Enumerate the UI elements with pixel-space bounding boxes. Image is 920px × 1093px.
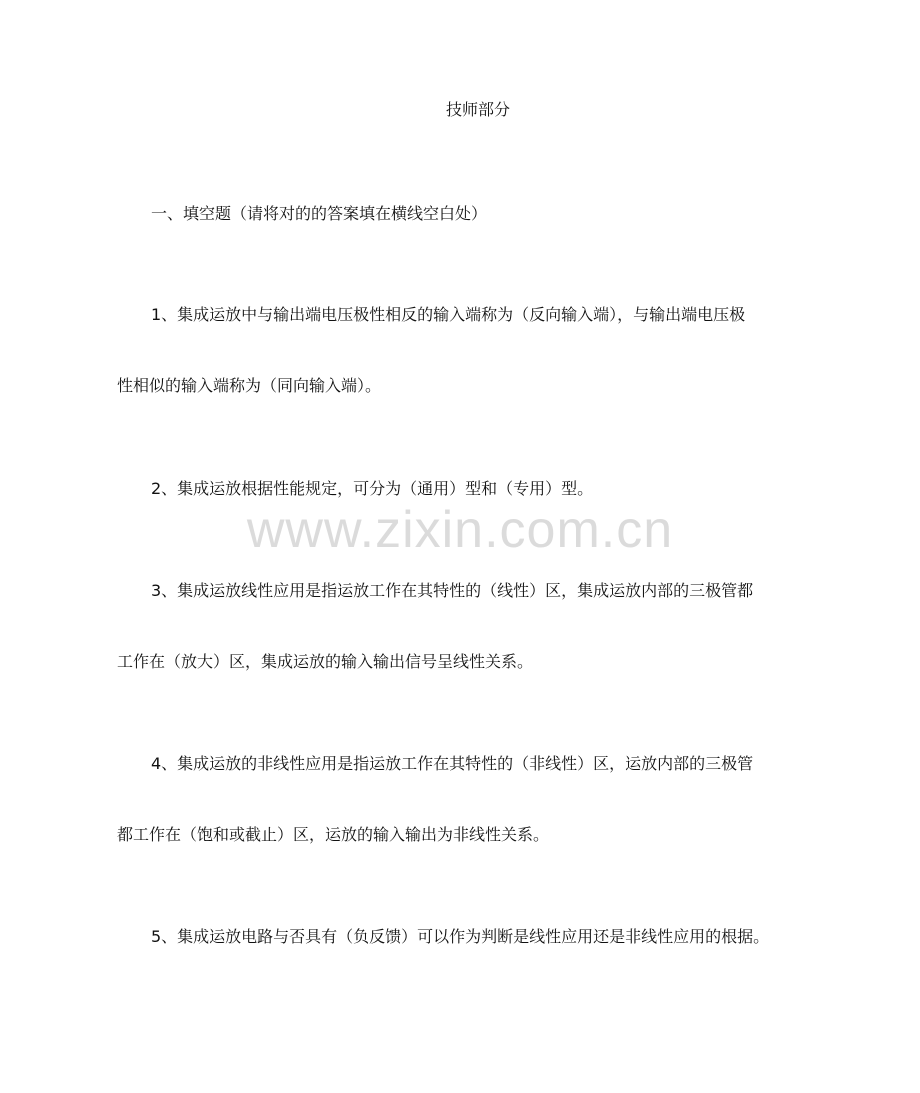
question-2-line-1: 2、集成运放根据性能规定，可分为（通用）型和（专用）型。	[151, 479, 594, 498]
section-heading: 一、填空题（请将对的的答案填在横线空白处）	[151, 204, 488, 223]
question-5-line-1: 5、集成运放电路与否具有（负反馈）可以作为判断是线性应用还是非线性应用的根据。	[151, 927, 770, 946]
question-1-line-1: 1、集成运放中与输出端电压极性相反的输入端称为（反向输入端），与输出端电压极	[151, 305, 746, 324]
page-title: 技师部分	[445, 100, 510, 119]
question-3-line-2: 工作在（放大）区，集成运放的输入输出信号呈线性关系。	[117, 652, 534, 671]
watermark: www.zixin.com.cn	[246, 501, 674, 559]
question-4-line-1: 4、集成运放的非线性应用是指运放工作在其特性的（非线性）区，运放内部的三极管	[151, 754, 754, 773]
question-4-line-2: 都工作在（饱和或截止）区，运放的输入输出为非线性关系。	[117, 825, 550, 844]
question-3-line-1: 3、集成运放线性应用是指运放工作在其特性的（线性）区，集成运放内部的三极管都	[151, 581, 754, 600]
question-1-line-2: 性相似的输入端称为（同向输入端）。	[117, 376, 382, 395]
